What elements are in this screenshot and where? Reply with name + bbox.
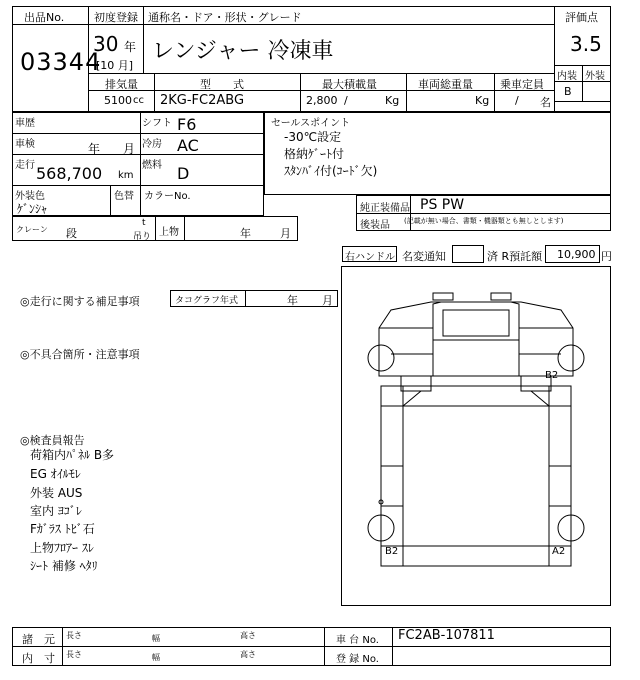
sales-line: 格納ｹﾞｰﾄ付 [284, 147, 345, 161]
mileage-label: 走行 [15, 160, 35, 171]
genuine-equipment-label: 純正装備品 [360, 203, 410, 214]
gross-unit: Kg [475, 94, 490, 107]
length-label: 長さ [66, 631, 82, 640]
divider [154, 73, 155, 112]
crane-stage-unit: 段 [66, 227, 77, 240]
defects-title: ◎不具合箇所・注意事項 [20, 348, 140, 361]
first-reg-label: 初度登録 [94, 11, 138, 24]
first-reg-month: [10 月] [96, 59, 134, 72]
divider [140, 112, 141, 216]
crane-ton-unit: t [142, 218, 146, 228]
divider [62, 627, 63, 666]
registration-label: 登 録 No. [336, 654, 379, 665]
divider [184, 216, 185, 241]
max-load-label: 最大積載量 [322, 78, 377, 91]
divider [554, 101, 611, 102]
damage-mark: A2 [552, 546, 566, 557]
exterior-color: ｹﾞﾝｼｬ [17, 202, 48, 216]
driving-notes-title: ◎走行に関する補足事項 [20, 295, 140, 308]
sales-line: ｽﾀﾝﾊﾞｲ付(ｺｰﾄﾞ欠) [284, 164, 378, 178]
inspector-line: 外装 AUS [30, 486, 83, 500]
score-label: 評価点 [565, 11, 598, 24]
top-month-unit: 月 [280, 227, 291, 240]
divider [494, 73, 495, 112]
score-value: 3.5 [570, 32, 602, 56]
capacity-slash: / [515, 94, 519, 107]
first-reg-year: 30 [93, 32, 119, 56]
shift: F6 [177, 115, 197, 134]
model: 2KG-FC2ABG [160, 93, 245, 108]
max-load-slash: / [344, 94, 348, 107]
chassis-number: FC2AB-107811 [398, 628, 495, 643]
aftermarket-label: 後装品 [360, 220, 390, 231]
inspector-line: EG ｵｲﾙﾓﾚ [30, 467, 81, 481]
divider [392, 627, 393, 666]
fuel: D [177, 164, 190, 183]
shift-label: シフト [142, 118, 172, 129]
divider [300, 73, 301, 112]
top-label: 上物 [159, 227, 179, 238]
inspector-line: ｼｰﾄ 補修 ﾍﾀﾘ [30, 559, 98, 573]
inspection-label: 車検 [15, 139, 35, 150]
height-label: 高さ [240, 631, 256, 640]
capacity-unit: 名 [540, 96, 551, 109]
history-label: 車歴 [15, 118, 35, 129]
max-load-unit: Kg [385, 94, 400, 107]
divider [12, 185, 264, 186]
divider [110, 185, 111, 216]
aftermarket-note: (記載が無い場合、書類・機器類とも無しとします) [404, 217, 564, 225]
tacho-year-unit: 年 [287, 294, 298, 307]
divider [88, 73, 554, 74]
displacement: 5100 [104, 94, 132, 107]
name-change-label: 名変通知 [402, 250, 446, 263]
tacho-month-unit: 月 [322, 294, 333, 307]
inspection-year-unit: 年 [88, 142, 101, 156]
rhd-label: 右ハンドル [345, 252, 395, 263]
divider [324, 627, 325, 666]
color-change-label: 色替 [114, 191, 134, 202]
dims-label: 内 寸 [22, 652, 55, 665]
recycle-amount: 10,900 [557, 248, 596, 261]
first-reg-year-unit: 年 [124, 40, 137, 54]
tacho-label: タコグラフ年式 [175, 296, 239, 306]
ac-label: 冷房 [142, 139, 162, 150]
length-label: 長さ [66, 650, 82, 659]
height-label: 高さ [240, 650, 256, 659]
exterior-grade-label: 外装 [585, 71, 605, 82]
divider [12, 154, 264, 155]
width-label: 幅 [152, 634, 160, 643]
divider [406, 73, 407, 112]
inspector-line: 室内 ﾖｺﾞﾚ [30, 504, 82, 518]
mileage: 568,700 [36, 164, 103, 183]
divider [155, 216, 156, 241]
inspector-line: 荷箱内ﾊﾟﾈﾙ B多 [30, 448, 115, 462]
lot-label: 出品No. [24, 11, 65, 24]
width-label: 幅 [152, 653, 160, 662]
mileage-unit: km [118, 170, 134, 181]
displacement-unit: cc [133, 95, 144, 106]
inspection-month-unit: 月 [123, 142, 136, 156]
chassis-label: 車 台 No. [336, 635, 379, 646]
divider [582, 65, 583, 101]
exterior-color-label: 外装色 [15, 191, 45, 202]
inspector-line: Fｶﾞﾗｽ ﾄﾋﾞ石 [30, 522, 95, 536]
displacement-label: 排気量 [105, 78, 138, 91]
damage-mark: B2 [545, 370, 559, 381]
gross-weight-label: 車両総重量 [418, 78, 473, 91]
divider [245, 290, 246, 307]
divider [12, 133, 264, 134]
genuine-equipment: PS PW [420, 197, 465, 213]
damage-mark: B2 [385, 546, 399, 557]
ac: AC [177, 136, 199, 155]
crane-lift-unit: 吊り [133, 232, 152, 242]
divider [12, 646, 611, 647]
truck-diagram [341, 266, 611, 606]
model-label: 型 式 [200, 78, 244, 91]
max-load: 2,800 [306, 94, 338, 107]
divider [554, 6, 555, 112]
divider [143, 6, 144, 73]
divider [88, 90, 554, 91]
interior-grade: B [564, 85, 572, 98]
yen-unit: 円 [601, 250, 612, 263]
specs-label: 諸 元 [22, 633, 55, 646]
recycle-label: 済 R預託額 [487, 250, 543, 263]
inspector-title: ◎検査員報告 [20, 434, 85, 447]
top-year-unit: 年 [240, 227, 251, 240]
fuel-label: 燃料 [142, 160, 162, 171]
capacity-label: 乗車定員 [500, 78, 544, 91]
inspector-line: 上物ﾌﾛｱｰ ｽﾚ [30, 541, 94, 555]
vehicle-name: レンジャー 冷凍車 [152, 39, 334, 64]
crane-label: クレーン [16, 225, 48, 234]
sales-line: -30℃設定 [284, 130, 342, 144]
lot-number: 03344 [20, 48, 102, 76]
vehicle-name-label: 通称名・ドア・形状・グレード [148, 11, 302, 24]
color-no-label: カラーNo. [144, 191, 191, 202]
interior-grade-label: 内装 [557, 71, 577, 82]
sales-title: セールスポイント [271, 118, 351, 129]
name-change-box [452, 245, 484, 263]
